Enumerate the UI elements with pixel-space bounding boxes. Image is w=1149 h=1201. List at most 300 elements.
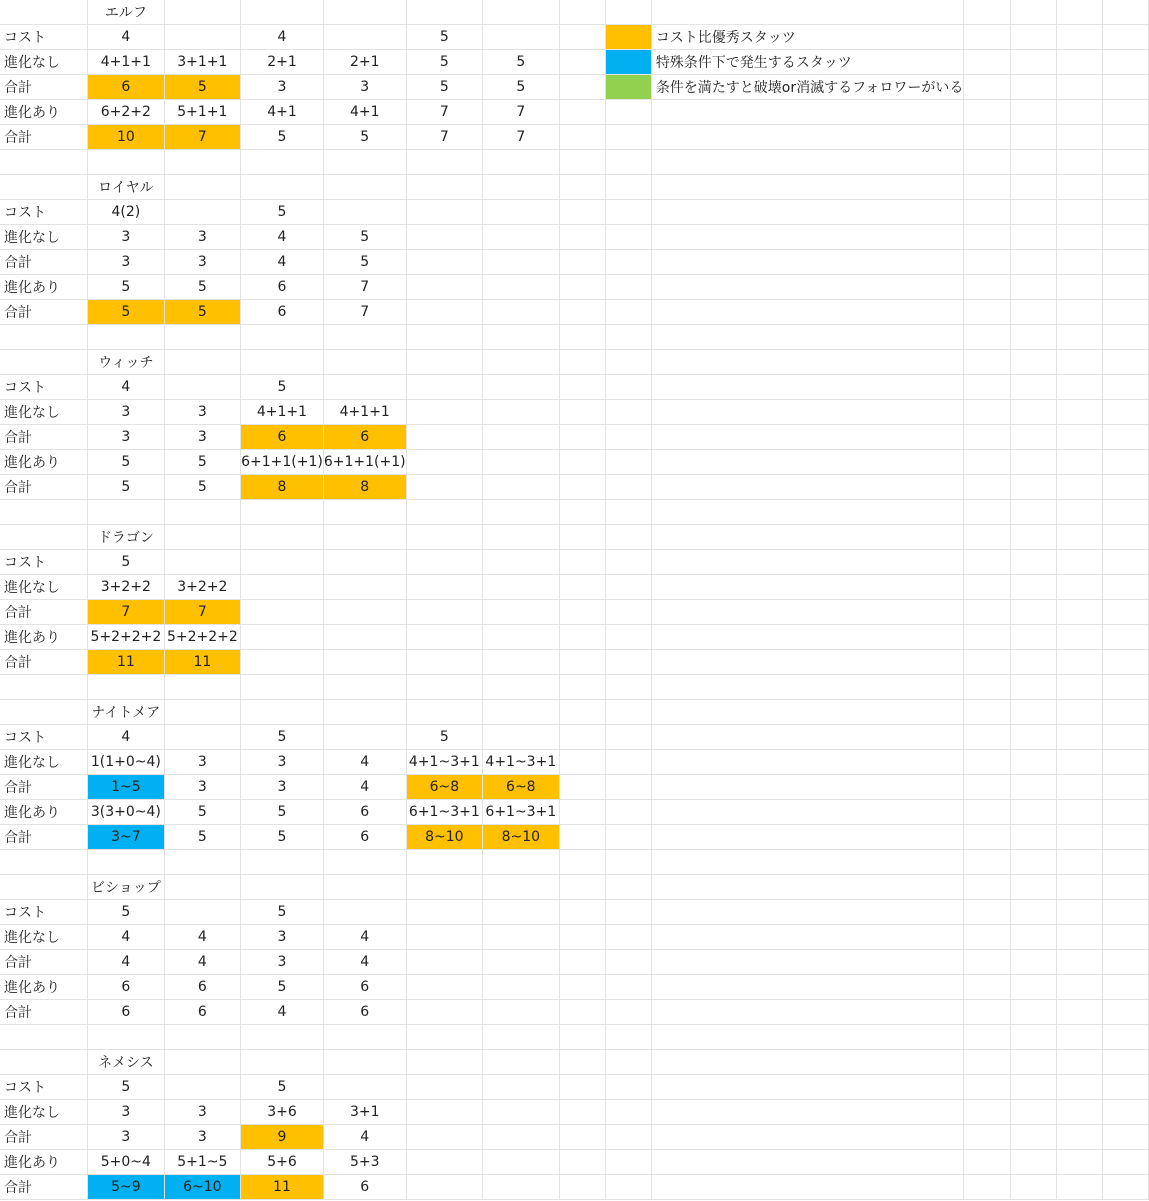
cell[interactable] bbox=[964, 375, 1010, 400]
cell[interactable] bbox=[164, 350, 240, 375]
cell[interactable] bbox=[651, 950, 964, 975]
value-cell[interactable]: 4 bbox=[164, 950, 240, 975]
cell[interactable] bbox=[964, 600, 1010, 625]
cell[interactable] bbox=[406, 1050, 482, 1075]
cell[interactable] bbox=[1056, 650, 1102, 675]
cell[interactable] bbox=[483, 850, 559, 875]
cell[interactable] bbox=[605, 750, 651, 775]
cell[interactable] bbox=[406, 1000, 482, 1025]
cell[interactable] bbox=[559, 925, 605, 950]
cell[interactable] bbox=[605, 425, 651, 450]
cell[interactable] bbox=[1010, 950, 1056, 975]
value-cell[interactable]: 5 bbox=[241, 1075, 324, 1100]
cell[interactable] bbox=[605, 800, 651, 825]
cell[interactable] bbox=[964, 1150, 1010, 1175]
value-cell[interactable]: 5 bbox=[88, 475, 164, 500]
cell[interactable] bbox=[1010, 525, 1056, 550]
cell[interactable] bbox=[1102, 1175, 1148, 1200]
cell[interactable] bbox=[651, 825, 964, 850]
cell[interactable] bbox=[1056, 175, 1102, 200]
cell[interactable] bbox=[323, 525, 406, 550]
cell[interactable] bbox=[651, 150, 964, 175]
cell[interactable] bbox=[559, 425, 605, 450]
cell[interactable] bbox=[1102, 500, 1148, 525]
cell[interactable] bbox=[241, 850, 324, 875]
cell[interactable] bbox=[164, 875, 240, 900]
value-cell[interactable]: 3 bbox=[164, 1100, 240, 1125]
cell[interactable] bbox=[559, 575, 605, 600]
value-cell[interactable]: 2+1 bbox=[241, 50, 324, 75]
cell[interactable] bbox=[0, 150, 88, 175]
cell[interactable] bbox=[1010, 775, 1056, 800]
value-cell[interactable]: 3 bbox=[241, 950, 324, 975]
row-label[interactable]: 進化なし bbox=[0, 750, 88, 775]
value-cell[interactable]: 4 bbox=[88, 950, 164, 975]
cell[interactable] bbox=[241, 875, 324, 900]
cell[interactable] bbox=[88, 850, 164, 875]
cell[interactable] bbox=[1056, 1150, 1102, 1175]
value-cell[interactable]: 3 bbox=[164, 225, 240, 250]
cell[interactable] bbox=[323, 875, 406, 900]
cell[interactable] bbox=[964, 925, 1010, 950]
value-cell[interactable]: 3+6 bbox=[241, 1100, 324, 1125]
row-label[interactable]: 合計 bbox=[0, 425, 88, 450]
cell[interactable] bbox=[483, 650, 559, 675]
value-cell[interactable]: 1(1+0~4) bbox=[88, 750, 164, 775]
legend-swatch-orange[interactable] bbox=[605, 25, 651, 50]
cell[interactable] bbox=[406, 650, 482, 675]
cell[interactable] bbox=[605, 200, 651, 225]
value-cell[interactable]: 4 bbox=[241, 225, 324, 250]
cell[interactable] bbox=[1056, 1050, 1102, 1075]
cell[interactable] bbox=[605, 1050, 651, 1075]
cell[interactable] bbox=[1010, 750, 1056, 775]
cell[interactable] bbox=[651, 325, 964, 350]
cell[interactable] bbox=[651, 100, 964, 125]
cell[interactable] bbox=[559, 1050, 605, 1075]
cell[interactable] bbox=[559, 1075, 605, 1100]
value-cell[interactable]: 6 bbox=[323, 800, 406, 825]
value-cell[interactable]: 5 bbox=[164, 800, 240, 825]
cell[interactable] bbox=[406, 275, 482, 300]
cell[interactable] bbox=[406, 400, 482, 425]
cell[interactable] bbox=[964, 275, 1010, 300]
cell[interactable] bbox=[1010, 225, 1056, 250]
cell[interactable] bbox=[605, 550, 651, 575]
cell[interactable] bbox=[406, 175, 482, 200]
cell[interactable] bbox=[88, 150, 164, 175]
cell[interactable] bbox=[483, 900, 559, 925]
cell[interactable] bbox=[651, 1125, 964, 1150]
cell[interactable] bbox=[651, 650, 964, 675]
value-cell[interactable]: 5+1~5 bbox=[164, 1150, 240, 1175]
section-title[interactable]: ネメシス bbox=[88, 1050, 164, 1075]
row-label[interactable]: 進化なし bbox=[0, 400, 88, 425]
cell[interactable] bbox=[406, 500, 482, 525]
cell[interactable] bbox=[1102, 650, 1148, 675]
value-cell[interactable]: 4 bbox=[88, 725, 164, 750]
cell[interactable] bbox=[964, 650, 1010, 675]
value-cell[interactable]: 5 bbox=[323, 125, 406, 150]
cell[interactable] bbox=[1056, 675, 1102, 700]
cell[interactable] bbox=[0, 0, 88, 25]
cell[interactable] bbox=[1056, 825, 1102, 850]
cell[interactable] bbox=[1010, 300, 1056, 325]
cell[interactable] bbox=[964, 25, 1010, 50]
cell[interactable] bbox=[559, 275, 605, 300]
cell[interactable] bbox=[605, 825, 651, 850]
cell[interactable] bbox=[559, 800, 605, 825]
cell[interactable] bbox=[406, 625, 482, 650]
cell[interactable] bbox=[605, 975, 651, 1000]
cell[interactable] bbox=[605, 325, 651, 350]
cell[interactable] bbox=[1010, 75, 1056, 100]
cell[interactable] bbox=[964, 325, 1010, 350]
value-cell[interactable]: 6~8 bbox=[483, 775, 559, 800]
value-cell[interactable]: 4 bbox=[88, 375, 164, 400]
value-cell[interactable]: 5 bbox=[241, 725, 324, 750]
value-cell[interactable]: 7 bbox=[164, 125, 240, 150]
cell[interactable] bbox=[605, 500, 651, 525]
value-cell[interactable]: 3 bbox=[164, 425, 240, 450]
cell[interactable] bbox=[483, 1000, 559, 1025]
row-label[interactable]: コスト bbox=[0, 25, 88, 50]
cell[interactable] bbox=[483, 925, 559, 950]
section-title[interactable]: ドラゴン bbox=[88, 525, 164, 550]
cell[interactable] bbox=[651, 875, 964, 900]
cell[interactable] bbox=[1102, 375, 1148, 400]
cell[interactable] bbox=[1102, 350, 1148, 375]
cell[interactable] bbox=[1102, 1025, 1148, 1050]
cell[interactable] bbox=[964, 0, 1010, 25]
cell[interactable] bbox=[1056, 900, 1102, 925]
cell[interactable] bbox=[483, 600, 559, 625]
cell[interactable] bbox=[1102, 925, 1148, 950]
cell[interactable] bbox=[559, 75, 605, 100]
legend-swatch-blue[interactable] bbox=[605, 50, 651, 75]
cell[interactable] bbox=[483, 1075, 559, 1100]
cell[interactable] bbox=[1056, 575, 1102, 600]
cell[interactable] bbox=[605, 350, 651, 375]
value-cell[interactable]: 6 bbox=[323, 825, 406, 850]
value-cell[interactable]: 3 bbox=[241, 925, 324, 950]
row-label[interactable]: 進化なし bbox=[0, 225, 88, 250]
cell[interactable] bbox=[559, 900, 605, 925]
row-label[interactable]: 合計 bbox=[0, 1125, 88, 1150]
cell[interactable] bbox=[1102, 900, 1148, 925]
cell[interactable] bbox=[1010, 800, 1056, 825]
cell[interactable] bbox=[483, 300, 559, 325]
value-cell[interactable]: 5 bbox=[241, 975, 324, 1000]
cell[interactable] bbox=[559, 625, 605, 650]
cell[interactable] bbox=[651, 500, 964, 525]
cell[interactable] bbox=[651, 300, 964, 325]
cell[interactable] bbox=[164, 0, 240, 25]
value-cell[interactable]: 5 bbox=[88, 450, 164, 475]
row-label[interactable]: 合計 bbox=[0, 825, 88, 850]
cell[interactable] bbox=[164, 1050, 240, 1075]
value-cell[interactable]: 2+1 bbox=[323, 50, 406, 75]
row-label[interactable]: 進化あり bbox=[0, 800, 88, 825]
value-cell[interactable]: 5+0~4 bbox=[88, 1150, 164, 1175]
cell[interactable] bbox=[1056, 75, 1102, 100]
cell[interactable] bbox=[1056, 925, 1102, 950]
cell[interactable] bbox=[1056, 1175, 1102, 1200]
cell[interactable] bbox=[605, 225, 651, 250]
value-cell[interactable]: 6+1~3+1 bbox=[406, 800, 482, 825]
cell[interactable] bbox=[1056, 950, 1102, 975]
cell[interactable] bbox=[1010, 650, 1056, 675]
value-cell[interactable]: 5 bbox=[406, 725, 482, 750]
value-cell[interactable]: 5+6 bbox=[241, 1150, 324, 1175]
value-cell[interactable]: 3 bbox=[164, 400, 240, 425]
cell[interactable] bbox=[1102, 875, 1148, 900]
cell[interactable] bbox=[241, 325, 324, 350]
cell[interactable] bbox=[964, 300, 1010, 325]
section-title[interactable]: ロイヤル bbox=[88, 175, 164, 200]
cell[interactable] bbox=[1056, 850, 1102, 875]
cell[interactable] bbox=[323, 650, 406, 675]
value-cell[interactable]: 6 bbox=[241, 275, 324, 300]
value-cell[interactable] bbox=[323, 725, 406, 750]
cell[interactable] bbox=[605, 475, 651, 500]
cell[interactable] bbox=[483, 550, 559, 575]
cell[interactable] bbox=[559, 150, 605, 175]
cell[interactable] bbox=[964, 775, 1010, 800]
value-cell[interactable]: 3 bbox=[88, 250, 164, 275]
cell[interactable] bbox=[483, 1025, 559, 1050]
cell[interactable] bbox=[964, 1050, 1010, 1075]
cell[interactable] bbox=[1010, 1125, 1056, 1150]
cell[interactable] bbox=[1056, 875, 1102, 900]
value-cell[interactable]: 5+3 bbox=[323, 1150, 406, 1175]
cell[interactable] bbox=[164, 325, 240, 350]
value-cell[interactable]: 5 bbox=[323, 250, 406, 275]
cell[interactable] bbox=[1102, 25, 1148, 50]
cell[interactable] bbox=[406, 550, 482, 575]
cell[interactable] bbox=[1056, 125, 1102, 150]
cell[interactable] bbox=[1056, 725, 1102, 750]
cell[interactable] bbox=[1010, 1075, 1056, 1100]
value-cell[interactable]: 3 bbox=[88, 1125, 164, 1150]
value-cell[interactable]: 3 bbox=[88, 425, 164, 450]
cell[interactable] bbox=[483, 525, 559, 550]
cell[interactable] bbox=[1010, 100, 1056, 125]
cell[interactable] bbox=[1056, 425, 1102, 450]
cell[interactable] bbox=[964, 400, 1010, 425]
cell[interactable] bbox=[483, 200, 559, 225]
cell[interactable] bbox=[406, 900, 482, 925]
value-cell[interactable]: 11 bbox=[241, 1175, 324, 1200]
cell[interactable] bbox=[1056, 50, 1102, 75]
value-cell[interactable]: 5 bbox=[406, 75, 482, 100]
cell[interactable] bbox=[1102, 850, 1148, 875]
cell[interactable] bbox=[323, 575, 406, 600]
cell[interactable] bbox=[1010, 125, 1056, 150]
cell[interactable] bbox=[1102, 450, 1148, 475]
cell[interactable] bbox=[323, 600, 406, 625]
value-cell[interactable]: 5 bbox=[164, 275, 240, 300]
value-cell[interactable]: 5 bbox=[241, 825, 324, 850]
cell[interactable] bbox=[406, 600, 482, 625]
cell[interactable] bbox=[241, 525, 324, 550]
cell[interactable] bbox=[406, 1025, 482, 1050]
cell[interactable] bbox=[0, 525, 88, 550]
cell[interactable] bbox=[605, 650, 651, 675]
cell[interactable] bbox=[559, 1100, 605, 1125]
value-cell[interactable]: 5 bbox=[483, 75, 559, 100]
cell[interactable] bbox=[1056, 275, 1102, 300]
value-cell[interactable]: 9 bbox=[241, 1125, 324, 1150]
cell[interactable] bbox=[483, 150, 559, 175]
cell[interactable] bbox=[1102, 600, 1148, 625]
cell[interactable] bbox=[1102, 975, 1148, 1000]
section-title[interactable]: ビショップ bbox=[88, 875, 164, 900]
cell[interactable] bbox=[651, 1000, 964, 1025]
row-label[interactable]: 合計 bbox=[0, 775, 88, 800]
cell[interactable] bbox=[559, 675, 605, 700]
cell[interactable] bbox=[0, 850, 88, 875]
cell[interactable] bbox=[605, 850, 651, 875]
cell[interactable] bbox=[241, 150, 324, 175]
cell[interactable] bbox=[651, 975, 964, 1000]
cell[interactable] bbox=[1102, 750, 1148, 775]
value-cell[interactable]: 6+2+2 bbox=[88, 100, 164, 125]
cell[interactable] bbox=[1010, 725, 1056, 750]
cell[interactable] bbox=[1056, 325, 1102, 350]
cell[interactable] bbox=[1010, 550, 1056, 575]
cell[interactable] bbox=[605, 950, 651, 975]
value-cell[interactable]: 5 bbox=[88, 275, 164, 300]
value-cell[interactable]: 6 bbox=[323, 1175, 406, 1200]
cell[interactable] bbox=[651, 225, 964, 250]
cell[interactable] bbox=[1010, 975, 1056, 1000]
value-cell[interactable]: 5 bbox=[88, 550, 164, 575]
cell[interactable] bbox=[323, 850, 406, 875]
cell[interactable] bbox=[483, 1175, 559, 1200]
cell[interactable] bbox=[483, 375, 559, 400]
cell[interactable] bbox=[1102, 1125, 1148, 1150]
cell[interactable] bbox=[1102, 400, 1148, 425]
cell[interactable] bbox=[406, 375, 482, 400]
cell[interactable] bbox=[964, 825, 1010, 850]
cell[interactable] bbox=[964, 675, 1010, 700]
cell[interactable] bbox=[1010, 275, 1056, 300]
value-cell[interactable]: 3 bbox=[164, 775, 240, 800]
cell[interactable] bbox=[406, 350, 482, 375]
cell[interactable] bbox=[559, 25, 605, 50]
value-cell[interactable]: 8 bbox=[241, 475, 324, 500]
row-label[interactable]: 進化なし bbox=[0, 925, 88, 950]
cell[interactable] bbox=[1056, 225, 1102, 250]
cell[interactable] bbox=[651, 450, 964, 475]
value-cell[interactable]: 7 bbox=[164, 600, 240, 625]
cell[interactable] bbox=[164, 500, 240, 525]
value-cell[interactable]: 6 bbox=[323, 975, 406, 1000]
cell[interactable] bbox=[1102, 775, 1148, 800]
cell[interactable] bbox=[1010, 200, 1056, 225]
cell[interactable] bbox=[1010, 25, 1056, 50]
cell[interactable] bbox=[406, 925, 482, 950]
cell[interactable] bbox=[651, 550, 964, 575]
cell[interactable] bbox=[559, 250, 605, 275]
cell[interactable] bbox=[241, 675, 324, 700]
cell[interactable] bbox=[605, 300, 651, 325]
cell[interactable] bbox=[1056, 25, 1102, 50]
cell[interactable] bbox=[559, 125, 605, 150]
legend-label[interactable]: 特殊条件下で発生するスタッツ bbox=[651, 50, 964, 75]
row-label[interactable]: 合計 bbox=[0, 600, 88, 625]
cell[interactable] bbox=[605, 175, 651, 200]
value-cell[interactable]: 4+1~3+1 bbox=[406, 750, 482, 775]
cell[interactable] bbox=[605, 250, 651, 275]
cell[interactable] bbox=[1056, 1100, 1102, 1125]
cell[interactable] bbox=[406, 450, 482, 475]
cell[interactable] bbox=[1102, 100, 1148, 125]
cell[interactable] bbox=[559, 1175, 605, 1200]
cell[interactable] bbox=[964, 125, 1010, 150]
value-cell[interactable]: 8~10 bbox=[406, 825, 482, 850]
cell[interactable] bbox=[1010, 925, 1056, 950]
cell[interactable] bbox=[1056, 525, 1102, 550]
cell[interactable] bbox=[164, 1025, 240, 1050]
cell[interactable] bbox=[651, 800, 964, 825]
cell[interactable] bbox=[1056, 975, 1102, 1000]
cell[interactable] bbox=[1010, 175, 1056, 200]
cell[interactable] bbox=[964, 475, 1010, 500]
row-label[interactable]: 合計 bbox=[0, 1000, 88, 1025]
cell[interactable] bbox=[406, 475, 482, 500]
row-label[interactable]: 進化あり bbox=[0, 450, 88, 475]
cell[interactable] bbox=[605, 625, 651, 650]
row-label[interactable]: コスト bbox=[0, 375, 88, 400]
cell[interactable] bbox=[559, 650, 605, 675]
cell[interactable] bbox=[1056, 550, 1102, 575]
cell[interactable] bbox=[323, 0, 406, 25]
cell[interactable] bbox=[559, 725, 605, 750]
value-cell[interactable]: 7 bbox=[483, 125, 559, 150]
cell[interactable] bbox=[559, 700, 605, 725]
cell[interactable] bbox=[651, 925, 964, 950]
cell[interactable] bbox=[323, 675, 406, 700]
cell[interactable] bbox=[1056, 775, 1102, 800]
cell[interactable] bbox=[241, 550, 324, 575]
cell[interactable] bbox=[1102, 825, 1148, 850]
cell[interactable] bbox=[559, 825, 605, 850]
value-cell[interactable]: 6 bbox=[323, 1000, 406, 1025]
cell[interactable] bbox=[605, 1150, 651, 1175]
value-cell[interactable]: 6 bbox=[88, 1000, 164, 1025]
cell[interactable] bbox=[1010, 825, 1056, 850]
cell[interactable] bbox=[483, 475, 559, 500]
row-label[interactable]: 進化あり bbox=[0, 1150, 88, 1175]
cell[interactable] bbox=[559, 525, 605, 550]
value-cell[interactable]: 5~9 bbox=[88, 1175, 164, 1200]
cell[interactable] bbox=[1056, 600, 1102, 625]
value-cell[interactable]: 7 bbox=[406, 100, 482, 125]
cell[interactable] bbox=[1102, 725, 1148, 750]
cell[interactable] bbox=[1010, 675, 1056, 700]
value-cell[interactable]: 3 bbox=[88, 225, 164, 250]
cell[interactable] bbox=[1010, 1150, 1056, 1175]
value-cell[interactable]: 5+1+1 bbox=[164, 100, 240, 125]
cell[interactable] bbox=[651, 175, 964, 200]
cell[interactable] bbox=[964, 225, 1010, 250]
cell[interactable] bbox=[651, 1150, 964, 1175]
cell[interactable] bbox=[241, 700, 324, 725]
value-cell[interactable]: 1~5 bbox=[88, 775, 164, 800]
value-cell[interactable]: 4 bbox=[323, 950, 406, 975]
